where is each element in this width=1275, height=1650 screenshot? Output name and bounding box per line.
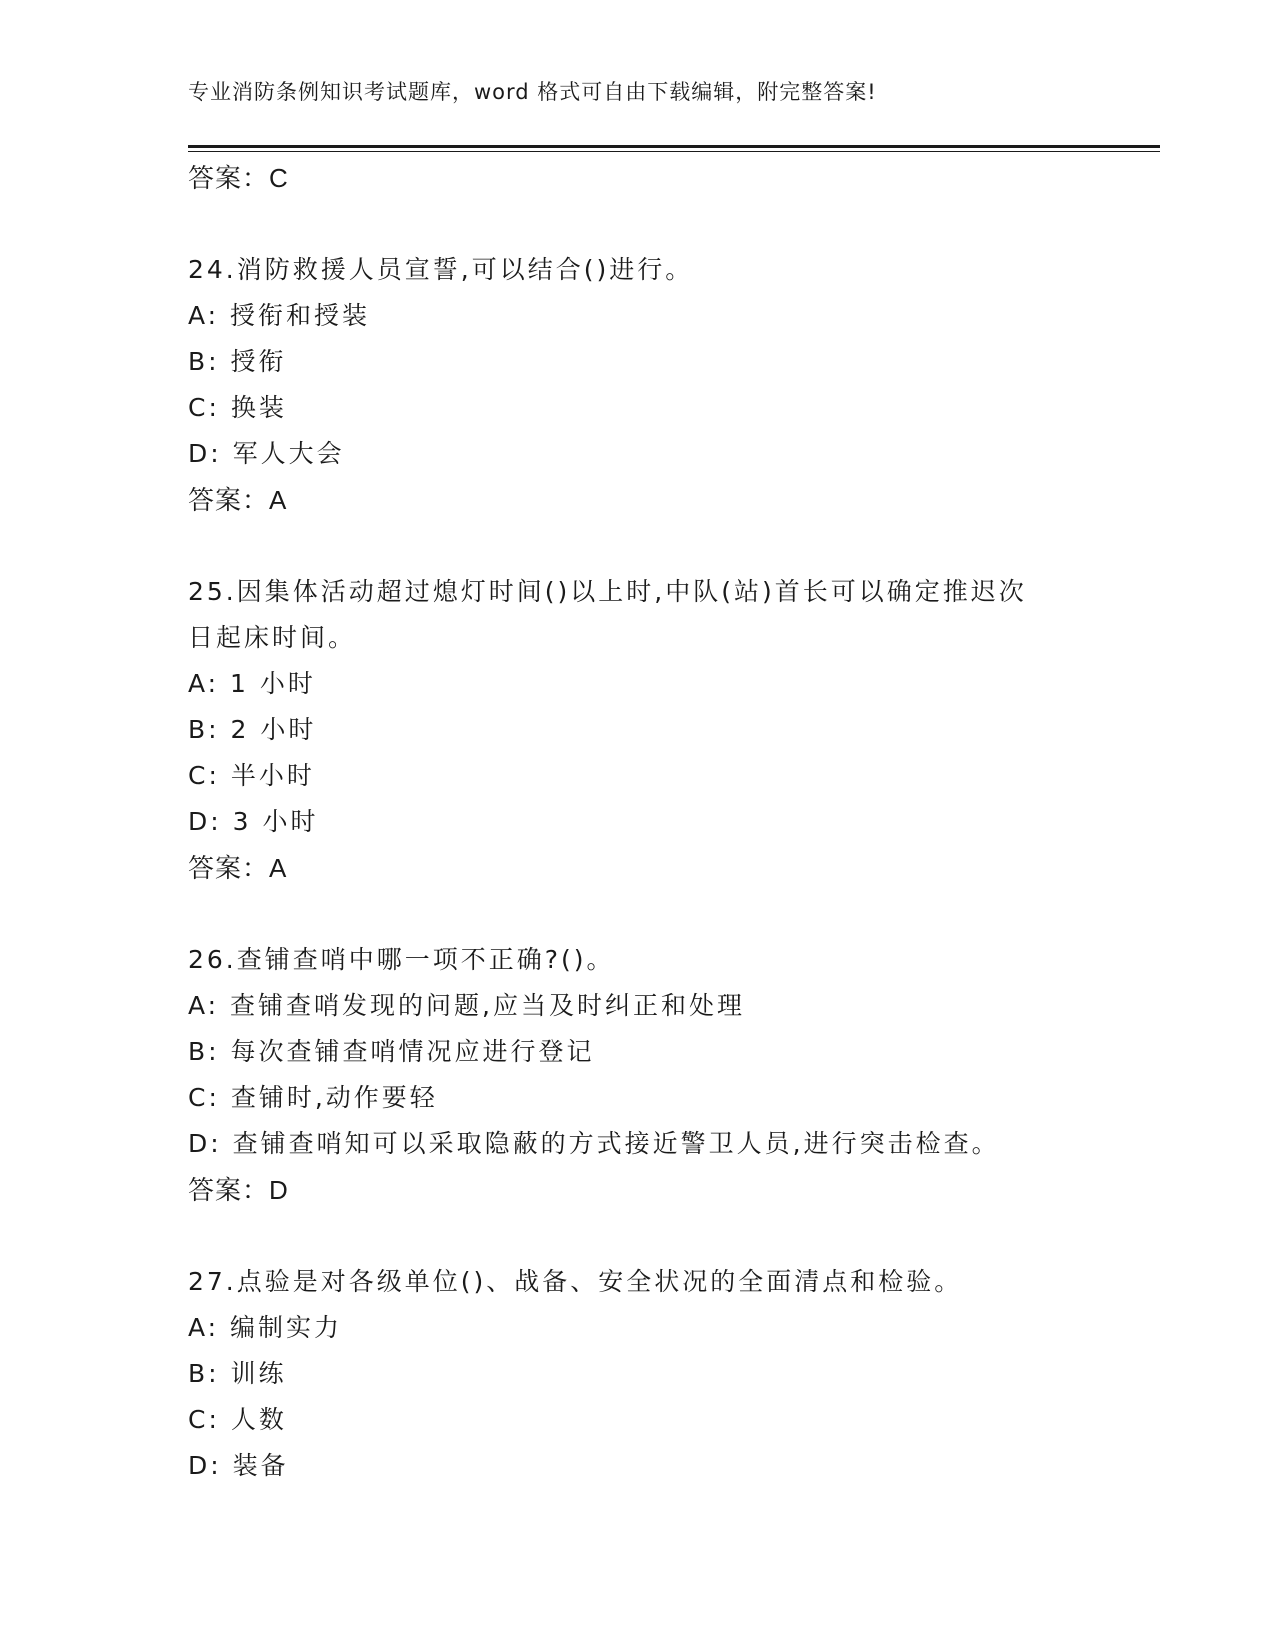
option-d: D: 查铺查哨知可以采取隐蔽的方式接近警卫人员,进行突击检查。 [188, 1129, 1000, 1158]
document-body [188, 155, 1148, 1489]
header-rule-thick [188, 145, 1160, 148]
page-header: 专业消防条例知识考试题库，word 格式可自由下载编辑，附完整答案! [188, 80, 877, 104]
option-c: C: 半小时 [188, 761, 315, 790]
answer: 答案：D [188, 1175, 289, 1205]
option-c: C: 换装 [188, 393, 287, 422]
option-b: B: 每次查铺查哨情况应进行登记 [188, 1037, 595, 1066]
option-c: C: 查铺时,动作要轻 [188, 1083, 438, 1112]
spacer [188, 523, 1148, 569]
option-a: A: 1 小时 [188, 669, 316, 698]
option-b: B: 2 小时 [188, 715, 317, 744]
question-26 [188, 937, 1148, 1213]
question-25 [188, 569, 1148, 891]
question-stem: 27.点验是对各级单位()、战备、安全状况的全面清点和检验。 [188, 1267, 963, 1296]
question-24 [188, 247, 1148, 523]
option-d: D: 装备 [188, 1451, 289, 1480]
question-stem-continued: 日起床时间。 [188, 623, 357, 652]
option-d: D: 3 小时 [188, 807, 319, 836]
question-stem: 26.查铺查哨中哪一项不正确?()。 [188, 945, 615, 974]
header-rule-thin [188, 151, 1160, 152]
option-a: A: 编制实力 [188, 1313, 343, 1342]
question-stem: 25.因集体活动超过熄灯时间()以上时,中队(站)首长可以确定推迟次 [188, 577, 1027, 606]
option-d: D: 军人大会 [188, 439, 345, 468]
spacer [188, 1213, 1148, 1259]
spacer [188, 891, 1148, 937]
question-stem: 24.消防救援人员宣誓,可以结合()进行。 [188, 255, 694, 284]
spacer [188, 201, 1148, 247]
answer: 答案：A [188, 853, 288, 883]
question-27 [188, 1259, 1148, 1489]
option-b: B: 训练 [188, 1359, 287, 1388]
answer: 答案：A [188, 485, 288, 515]
option-b: B: 授衔 [188, 347, 287, 376]
option-a: A: 授衔和授装 [188, 301, 371, 330]
option-a: A: 查铺查哨发现的问题,应当及时纠正和处理 [188, 991, 745, 1020]
option-c: C: 人数 [188, 1405, 287, 1434]
previous-answer: 答案：C [188, 163, 289, 193]
